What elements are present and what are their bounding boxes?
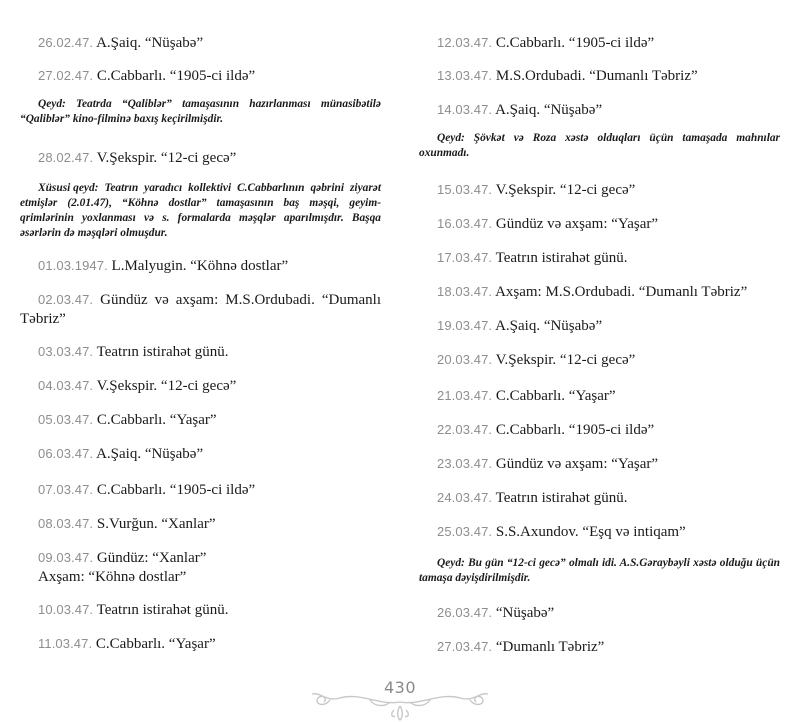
entry-date: 28.02.47. [38, 150, 94, 165]
entry-date: 01.03.1947. [38, 258, 108, 273]
note-text: Qeyd: [437, 557, 465, 569]
schedule-entry [419, 350, 780, 370]
schedule-entry [20, 634, 381, 654]
entry-date: 14.03.47. [437, 102, 493, 117]
schedule-entry [419, 214, 780, 234]
schedule-entry [419, 488, 780, 508]
schedule-entry [419, 420, 780, 440]
schedule-entry [20, 342, 381, 362]
entry-date: 22.03.47. [437, 422, 493, 437]
entry-date: 04.03.47. [38, 378, 94, 393]
entry-date: 02.03.47. [38, 292, 94, 307]
entry-date: 18.03.47. [437, 284, 493, 299]
entry-text: Axşam: M.S.Ordubadi. “Dumanlı Təbriz” [495, 284, 748, 300]
entry-text: M.S.Ordubadi. “Dumanlı Təbriz” [495, 68, 698, 84]
entry-text: C.Cabbarlı. “Yaşar” [95, 636, 216, 652]
entry-date: 20.03.47. [437, 352, 493, 367]
schedule-entry [20, 256, 381, 276]
entry-text: Gündüz: “Xanlar” [96, 550, 207, 566]
entry-text: A.Şaiq. “Nüşabə” [495, 102, 603, 118]
schedule-entry [20, 548, 381, 587]
entry-text: A.Şaiq. “Nüşabə” [96, 35, 204, 51]
entry-date: 10.03.47. [38, 602, 94, 617]
entry-date: 24.03.47. [437, 490, 493, 505]
entry-date: 17.03.47. [437, 250, 493, 265]
note-text: Qeyd: [437, 132, 465, 144]
schedule-entry [419, 66, 780, 86]
entry-text: C.Cabbarlı. “Yaşar” [96, 412, 217, 428]
schedule-entry [419, 603, 780, 623]
entry-date: 07.03.47. [38, 482, 94, 497]
schedule-entry [419, 180, 780, 200]
entry-date: 26.03.47. [437, 605, 493, 620]
schedule-entry [419, 454, 780, 474]
entry-date: 23.03.47. [437, 456, 493, 471]
entry-text: V.Şekspir. “12-ci gecə” [96, 150, 237, 166]
entry-date: 19.03.47. [437, 318, 493, 333]
entry-text: C.Cabbarlı. “Yaşar” [495, 388, 616, 404]
note-paragraph [419, 131, 780, 161]
entry-date: 09.03.47. [38, 550, 94, 565]
schedule-entry [419, 316, 780, 336]
entry-date: 05.03.47. [38, 412, 94, 427]
entry-date: 08.03.47. [38, 516, 94, 531]
schedule-entry [419, 282, 780, 302]
schedule-entry [419, 637, 780, 657]
note-body: Bu gün “12-ci gecə” olmalı idi. A.S.Gəraybəyli xəstə olduğu üçün tamaşa dəyişdirilmişdir. [419, 557, 780, 584]
entry-date: 21.03.47. [437, 388, 493, 403]
entry-text: A.Şaiq. “Nüşabə” [96, 446, 204, 462]
entry-date: 27.03.47. [437, 639, 493, 654]
schedule-entry [20, 33, 381, 53]
entry-text: A.Şaiq. “Nüşabə” [495, 318, 603, 334]
entry-date: 12.03.47. [437, 35, 493, 50]
entry-text: S.Vurğun. “Xanlar” [96, 516, 216, 532]
entry-text: Gündüz və axşam: “Yaşar” [495, 216, 659, 232]
entry-text: C.Cabbarlı. “1905-ci ildə” [96, 482, 256, 498]
entry-text: V.Şekspir. “12-ci gecə” [495, 182, 636, 198]
entry-text: Teatrın istirahət günü. [96, 602, 229, 618]
entry-text: C.Cabbarlı. “1905-ci ildə” [495, 422, 655, 438]
entry-text: S.S.Axundov. “Eşq və intiqam” [495, 524, 686, 540]
schedule-entry [419, 386, 780, 406]
entry-text-line2: Axşam: “Köhnə dostlar” [38, 569, 187, 585]
schedule-entry [419, 33, 780, 53]
schedule-entry [419, 100, 780, 120]
entry-date: 15.03.47. [437, 182, 493, 197]
schedule-entry [20, 514, 381, 534]
entry-text: V.Şekspir. “12-ci gecə” [96, 378, 237, 394]
schedule-entry [419, 522, 780, 542]
entry-text: Teatrın istirahət günü. [96, 344, 229, 360]
entry-text: C.Cabbarlı. “1905-ci ildə” [495, 35, 655, 51]
schedule-entry [20, 444, 381, 464]
entry-date: 25.03.47. [437, 524, 493, 539]
schedule-entry [20, 376, 381, 396]
entry-date: 03.03.47. [38, 344, 94, 359]
page-footer [300, 672, 500, 722]
entry-text: Teatrın istirahət günü. [495, 250, 628, 266]
entry-date: 16.03.47. [437, 216, 493, 231]
entry-text: “Nüşabə” [495, 605, 555, 621]
schedule-entry [20, 290, 381, 329]
entry-text: Gündüz və axşam: M.S.Ordubadi. “Dumanlı Təbriz” [20, 292, 381, 327]
note-paragraph [419, 556, 780, 586]
entry-text: V.Şekspir. “12-ci gecə” [495, 352, 636, 368]
note-paragraph [20, 181, 381, 241]
note-text: Xüsusi qeyd: [38, 182, 99, 194]
entry-date: 26.02.47. [38, 35, 94, 50]
entry-date: 27.02.47. [38, 68, 94, 83]
note-body: Teatrda “Qaliblər” tamaşasının hazırlanması münasibətilə “Qaliblər” kino-filminə baxış keçirilmişdir. [20, 98, 381, 125]
schedule-entry [20, 410, 381, 430]
page-number: 430 [383, 678, 417, 697]
note-paragraph [20, 97, 381, 127]
entry-text: L.Malyugin. “Köhnə dostlar” [111, 258, 289, 274]
entry-text: “Dumanlı Təbriz” [495, 639, 605, 655]
note-text: Qeyd: [38, 98, 66, 110]
schedule-entry [20, 600, 381, 620]
entry-text: Gündüz və axşam: “Yaşar” [495, 456, 659, 472]
schedule-entry [20, 148, 381, 168]
note-body: Teatrın yaradıcı kollektivi C.Cabbarlının qəbrini ziyarət etmişlər (2.01.47), “Köhnə dostlar” tamaşasının baş məşqi, geyim-qrimlərinin yoxlanması və s. formalarda məşqlər aparılmışdır. Başqa əsərlərin də məşqləri olmuşdur. [20, 182, 381, 239]
entry-date: 13.03.47. [437, 68, 493, 83]
entry-date: 06.03.47. [38, 446, 94, 461]
note-body: Şövkət və Roza xəstə olduqları üçün tamaşada mahnılar oxunmadı. [419, 132, 780, 159]
entry-text: Teatrın istirahət günü. [495, 490, 628, 506]
schedule-entry [20, 66, 381, 86]
schedule-entry [419, 248, 780, 268]
entry-text: C.Cabbarlı. “1905-ci ildə” [96, 68, 256, 84]
schedule-entry [20, 480, 381, 500]
entry-date: 11.03.47. [38, 636, 93, 651]
